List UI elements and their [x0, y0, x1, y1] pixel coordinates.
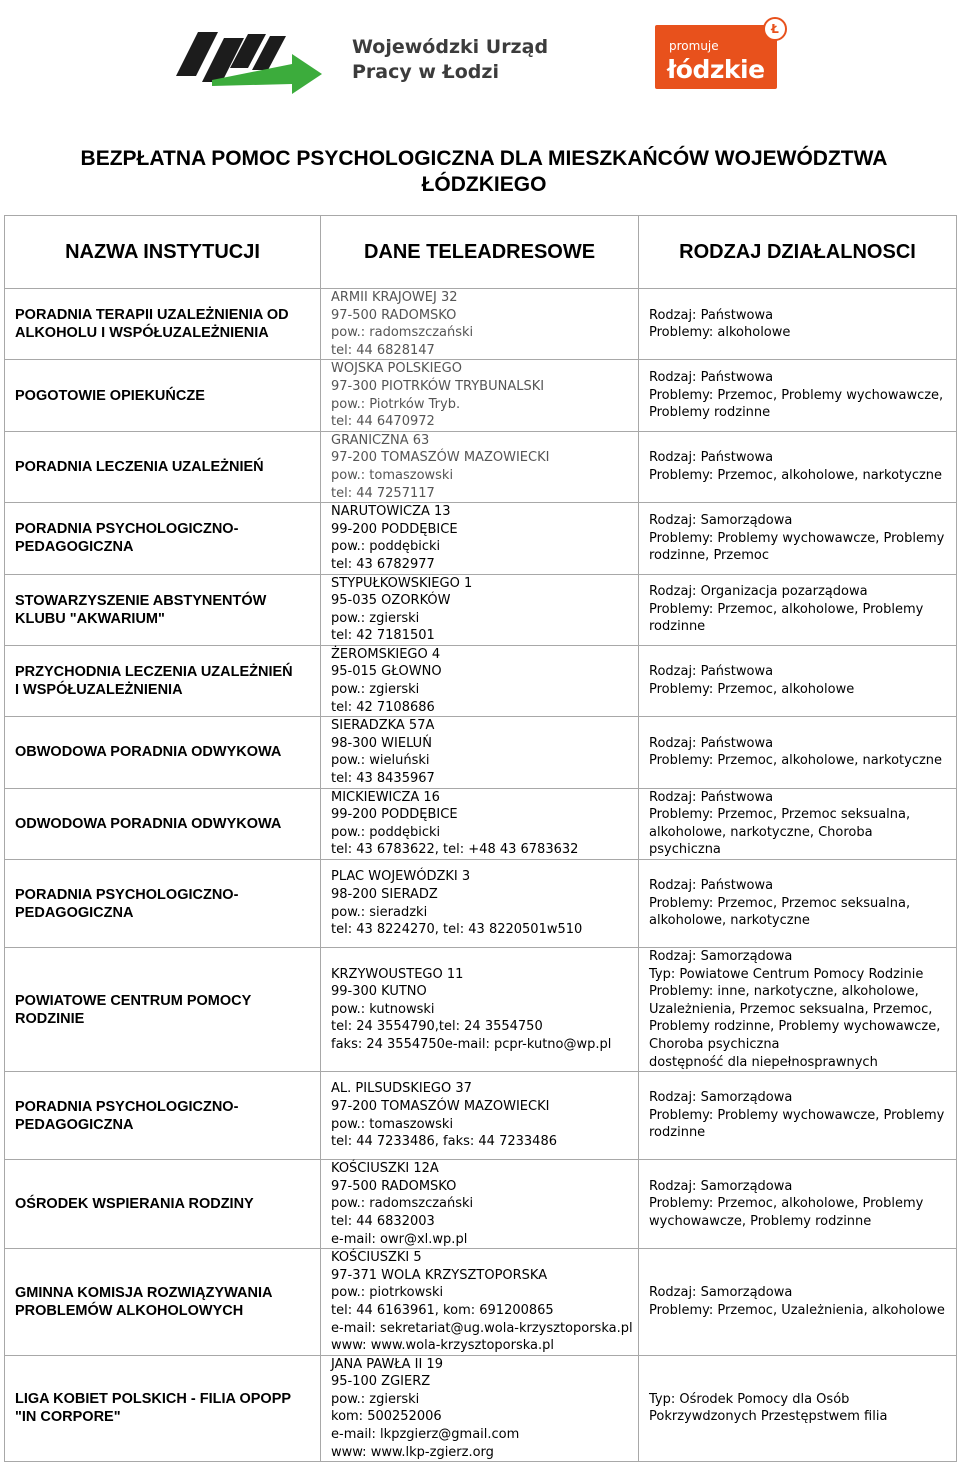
contact-data-cell-line: STYPUŁKOWSKIEGO 1: [331, 575, 473, 591]
activity-type-cell: [639, 1160, 957, 1249]
contact-data-cell-line: tel: 43 8224270, tel: 43 8220501w510: [331, 922, 583, 938]
wup-logo: [172, 24, 552, 96]
contact-data-cell-line: tel: 44 7257117: [331, 485, 435, 501]
contact-data-cell-line: 99-200 PODDĘBICE: [331, 807, 458, 823]
contact-data-cell-line: tel: 42 7108686: [331, 699, 435, 715]
table-row: [5, 717, 957, 788]
promuje-lodzkie-box: [655, 25, 777, 89]
contact-data-cell-line: GRANICZNA 63: [331, 432, 430, 448]
activity-type-cell-line: Rodzaj: Państwowa: [649, 664, 774, 680]
contact-data-cell-line: 97-300 PIOTRKÓW TRYBUNALSKI: [331, 378, 545, 394]
institutions-table: [4, 215, 957, 1462]
institution-name-cell-line: STOWARZYSZENIE ABSTYNENTÓW: [15, 592, 267, 609]
activity-type-cell-line: Rodzaj: Samorządowa: [649, 1178, 793, 1194]
activity-type-cell-line: Rodzaj: Samorządowa: [649, 949, 793, 964]
activity-type-cell-line: Problemy rodzinne, Problemy wychowawcze,: [649, 1019, 941, 1035]
promuje-lodzkie-logo: [655, 17, 785, 89]
activity-type-cell: [639, 1249, 957, 1356]
contact-data-cell-line: 97-200 TOMASZÓW MAZOWIECKI: [331, 1099, 550, 1115]
contact-data-cell: [321, 1355, 639, 1462]
contact-data-cell-line: NARUTOWICZA 13: [331, 504, 451, 520]
contact-data-cell-line: pow.: Piotrków Tryb.: [331, 396, 461, 412]
table-row: [5, 860, 957, 948]
contact-data-cell-line: 98-200 SIERADZ: [331, 886, 438, 902]
institution-name-cell: [5, 1160, 321, 1249]
lodzkie-label: łódzkie: [667, 55, 765, 84]
activity-type-cell-line: rodzinne: [649, 619, 706, 635]
activity-type-cell-line: Typ: Powiatowe Centrum Pomocy Rodzinie: [649, 966, 924, 982]
institution-name-cell-line: OŚRODEK WSPIERANIA RODZINY: [15, 1196, 254, 1213]
institution-name-cell-line: PEDAGOGICZNA: [15, 539, 134, 556]
wup-name-line1: Wojewódzki Urząd: [352, 36, 549, 58]
institution-name-cell-line: PORADNIA TERAPII UZALEŻNIENIA OD: [15, 307, 289, 324]
promuje-label: promuje: [669, 39, 719, 53]
table-row: [5, 1355, 957, 1462]
contact-data-cell: [321, 788, 639, 859]
activity-type-cell: [639, 289, 957, 360]
institution-name-cell: [5, 289, 321, 360]
contact-data-cell-line: tel: 44 6163961, kom: 691200865: [331, 1302, 554, 1318]
contact-data-cell-line: pow.: sieradzki: [331, 904, 428, 920]
contact-data-cell: [321, 860, 639, 948]
activity-type-cell-line: Problemy: Przemoc, alkoholowe, Problemy: [649, 601, 924, 617]
header-institution-name: NAZWA INSTYTUCJI: [5, 216, 321, 289]
activity-type-cell-line: dostępność dla niepełnosprawnych: [649, 1054, 878, 1070]
activity-type-cell: [639, 1072, 957, 1160]
contact-data-cell-line: pow.: poddębicki: [331, 824, 441, 840]
contact-data-cell-line: 99-200 PODDĘBICE: [331, 521, 458, 537]
contact-data-cell-line: 99-300 KUTNO: [331, 984, 427, 1000]
institution-name-cell-line: PROBLEMÓW ALKOHOLOWYCH: [15, 1302, 244, 1319]
contact-data-cell-line: pow.: tomaszowski: [331, 1116, 454, 1132]
contact-data-cell-line: tel: 44 6828147: [331, 342, 435, 358]
activity-type-cell-line: Problemy: Przemoc, alkoholowe, Problemy: [649, 1196, 924, 1212]
activity-type-cell-line: Uzależnienia, Przemoc seksualna, Przemoc,: [649, 1001, 933, 1017]
contact-data-cell-line: pow.: tomaszowski: [331, 467, 454, 483]
contact-data-cell-line: 97-371 WOLA KRZYSZTOPORSKA: [331, 1267, 548, 1283]
contact-data-cell-line: e-mail: owr@xl.wp.pl: [331, 1231, 468, 1247]
activity-type-cell: [639, 645, 957, 716]
contact-data-cell-line: KRZYWOUSTEGO 11: [331, 966, 464, 982]
institution-name-cell: [5, 860, 321, 948]
institution-name-cell-line: PORADNIA LECZENIA UZALEŻNIEŃ: [15, 458, 264, 475]
activity-type-cell-line: Problemy: Problemy wychowawcze, Problemy: [649, 530, 945, 546]
activity-type-cell-line: wychowawcze, Problemy rodzinne: [649, 1213, 872, 1229]
institution-name-cell-line: POWIATOWE CENTRUM POMOCY: [15, 992, 252, 1009]
institution-name-cell: [5, 503, 321, 574]
contact-data-cell-line: www: www.lkp-zgierz.org: [331, 1444, 494, 1460]
contact-data-cell-line: SIERADZKA 57A: [331, 718, 435, 734]
contact-data-cell-line: AL. PILSUDSKIEGO 37: [331, 1081, 472, 1097]
activity-type-cell: [639, 860, 957, 948]
activity-type-cell: [639, 717, 957, 788]
institution-name-cell-line: PEDAGOGICZNA: [15, 1116, 134, 1133]
wup-name-line2: Pracy w Łodzi: [352, 61, 499, 83]
page-title-line1: BEZPŁATNA POMOC PSYCHOLOGICZNA DLA MIESZKAŃCÓW WOJEWÓDZTWA: [80, 147, 888, 170]
contact-data-cell-line: pow.: zgierski: [331, 610, 420, 626]
activity-type-cell-line: Problemy: Przemoc, Uzależnienia, alkoholowe: [649, 1302, 945, 1318]
contact-data-cell-line: ŻEROMSKIEGO 4: [331, 646, 441, 662]
institution-name-cell-line: ALKOHOLU I WSPÓŁUZALEŻNIENIA: [15, 325, 269, 342]
contact-data-cell: [321, 948, 639, 1072]
table-row: [5, 948, 957, 1072]
activity-type-cell-line: Problemy: alkoholowe: [649, 325, 791, 341]
institution-name-cell-line: PORADNIA PSYCHOLOGICZNO-: [15, 1098, 239, 1115]
wup-logo-mark-icon: [172, 24, 347, 96]
contact-data-cell-line: faks: 24 3554750e-mail: pcpr-kutno@wp.pl: [331, 1036, 612, 1052]
contact-data-cell-line: pow.: zgierski: [331, 1391, 420, 1407]
contact-data-cell-line: pow.: kutnowski: [331, 1001, 435, 1017]
activity-type-cell-line: Rodzaj: Państwowa: [649, 735, 774, 751]
institution-name-cell-line: LIGA KOBIET POLSKICH - FILIA OPOPP: [15, 1391, 292, 1408]
table-row: [5, 574, 957, 645]
activity-type-cell: [639, 948, 957, 1072]
page-title-line2: ŁÓDZKIEGO: [421, 173, 547, 196]
contact-data-cell-line: tel: 44 6832003: [331, 1213, 435, 1229]
institution-name-cell: [5, 645, 321, 716]
contact-data-cell-line: pow.: radomszczański: [331, 325, 474, 341]
activity-type-cell-line: Problemy: Przemoc, alkoholowe, narkotyczne: [649, 753, 943, 769]
activity-type-cell-line: Problemy: inne, narkotyczne, alkoholowe,: [649, 984, 919, 1000]
institution-name-cell-line: KLUBU "AKWARIUM": [15, 610, 165, 627]
activity-type-cell-line: Problemy: Przemoc, Problemy wychowawcze,: [649, 387, 944, 403]
table-row: [5, 788, 957, 859]
contact-data-cell: [321, 717, 639, 788]
activity-type-cell-line: Rodzaj: Państwowa: [649, 450, 774, 466]
table-row: [5, 1249, 957, 1356]
activity-type-cell-line: Choroba psychiczna: [649, 1036, 780, 1052]
contact-data-cell: [321, 431, 639, 502]
activity-type-cell-line: Rodzaj: Samorządowa: [649, 1285, 793, 1301]
activity-type-cell-line: Typ: Ośrodek Pomocy dla Osób: [649, 1391, 850, 1407]
contact-data-cell-line: pow.: wieluński: [331, 753, 430, 769]
institution-name-cell: [5, 574, 321, 645]
activity-type-cell-line: Problemy: Przemoc, alkoholowe, narkotyczne: [649, 467, 943, 483]
contact-data-cell-line: 95-035 OZORKÓW: [331, 593, 451, 609]
contact-data-cell-line: tel: 43 8435967: [331, 771, 435, 787]
institution-name-cell: [5, 1355, 321, 1462]
contact-data-cell-line: pow.: radomszczański: [331, 1196, 474, 1212]
activity-type-cell: [639, 1355, 957, 1462]
activity-type-cell: [639, 431, 957, 502]
contact-data-cell-line: tel: 42 7181501: [331, 628, 435, 644]
contact-data-cell-line: JANA PAWŁA II 19: [331, 1356, 443, 1372]
institution-name-cell: [5, 1249, 321, 1356]
contact-data-cell-line: tel: 43 6782977: [331, 556, 435, 572]
coin-icon: Ł: [763, 17, 787, 41]
contact-data-cell-line: tel: 24 3554790,tel: 24 3554750: [331, 1019, 543, 1035]
institution-name-cell-line: PORADNIA PSYCHOLOGICZNO-: [15, 521, 239, 538]
activity-type-cell-line: Problemy rodzinne: [649, 405, 771, 421]
activity-type-cell-line: Rodzaj: Państwowa: [649, 789, 774, 805]
header-contact-data: DANE TELEADRESOWE: [321, 216, 639, 289]
institution-name-cell-line: ODWODOWA PORADNIA ODWYKOWA: [15, 815, 282, 832]
contact-data-cell-line: tel: 44 7233486, faks: 44 7233486: [331, 1134, 557, 1150]
institution-name-cell: [5, 431, 321, 502]
activity-type-cell-line: rodzinne: [649, 1125, 706, 1141]
institution-name-cell-line: OBWODOWA PORADNIA ODWYKOWA: [15, 744, 282, 761]
contact-data-cell-line: 97-500 RADOMSKO: [331, 1178, 457, 1194]
contact-data-cell-line: ARMII KRAJOWEJ 32: [331, 290, 458, 305]
institution-name-cell-line: PEDAGOGICZNA: [15, 904, 134, 921]
contact-data-cell: [321, 1249, 639, 1356]
contact-data-cell-line: www: www.wola-krzysztoporska.pl: [331, 1338, 555, 1354]
activity-type-cell: [639, 503, 957, 574]
contact-data-cell: [321, 503, 639, 574]
institution-name-cell-line: PORADNIA PSYCHOLOGICZNO-: [15, 886, 239, 903]
institution-name-cell-line: PRZYCHODNIA LECZENIA UZALEŻNIEŃ: [15, 664, 293, 681]
contact-data-cell-line: pow.: poddębicki: [331, 539, 441, 555]
contact-data-cell-line: 95-015 GŁOWNO: [331, 664, 442, 680]
activity-type-cell: [639, 360, 957, 431]
activity-type-cell-line: Rodzaj: Państwowa: [649, 370, 774, 386]
table-row: [5, 360, 957, 431]
contact-data-cell-line: e-mail: lkpzgierz@gmail.com: [331, 1427, 520, 1443]
institution-name-cell-line: POGOTOWIE OPIEKUŃCZE: [15, 387, 205, 404]
activity-type-cell-line: Rodzaj: Samorządowa: [649, 512, 793, 528]
institution-name-cell: [5, 360, 321, 431]
contact-data-cell-line: 97-200 TOMASZÓW MAZOWIECKI: [331, 450, 550, 466]
contact-data-cell-line: tel: 44 6470972: [331, 414, 435, 430]
table-row: [5, 645, 957, 716]
activity-type-cell-line: Rodzaj: Samorządowa: [649, 1090, 793, 1106]
activity-type-cell-line: Problemy: Przemoc, Przemoc seksualna,: [649, 807, 911, 823]
activity-type-cell-line: Problemy: Problemy wychowawcze, Problemy: [649, 1107, 945, 1123]
institution-name-cell-line: I WSPÓŁUZALEŻNIENIA: [15, 682, 183, 699]
contact-data-cell-line: 98-300 WIELUŃ: [331, 735, 432, 751]
contact-data-cell-line: KOŚCIUSZKI 12A: [331, 1161, 439, 1177]
contact-data-cell: [321, 645, 639, 716]
contact-data-cell-line: 97-500 RADOMSKO: [331, 307, 457, 323]
institution-name-cell: [5, 788, 321, 859]
contact-data-cell: [321, 1072, 639, 1160]
contact-data-cell-line: pow.: piotrkowski: [331, 1285, 444, 1301]
header-activity-type: RODZAJ DZIAŁALNOSCI: [639, 216, 957, 289]
contact-data-cell: [321, 1160, 639, 1249]
activity-type-cell-line: Rodzaj: Organizacja pozarządowa: [649, 584, 868, 600]
contact-data-cell-line: kom: 500252006: [331, 1409, 442, 1425]
contact-data-cell: [321, 289, 639, 360]
contact-data-cell: [321, 360, 639, 431]
activity-type-cell-line: alkoholowe, narkotyczne, Choroba psychiczna: [649, 824, 873, 858]
activity-type-cell-line: alkoholowe, narkotyczne: [649, 913, 810, 929]
institution-name-cell: [5, 1072, 321, 1160]
page-title: [0, 146, 960, 198]
activity-type-cell: [639, 788, 957, 859]
table-row: [5, 431, 957, 502]
activity-type-cell: [639, 574, 957, 645]
institution-name-cell-line: GMINNA KOMISJA ROZWIĄZYWANIA: [15, 1284, 273, 1301]
contact-data-cell-line: pow.: zgierski: [331, 682, 420, 698]
contact-data-cell: [321, 574, 639, 645]
contact-data-cell-line: tel: 43 6783622, tel: +48 43 6783632: [331, 842, 579, 858]
institution-name-cell-line: RODZINIE: [15, 1010, 85, 1027]
activity-type-cell-line: Pokrzywdzonych Przestępstwem filia: [649, 1409, 888, 1425]
table-row: [5, 1072, 957, 1160]
activity-type-cell-line: Problemy: Przemoc, Przemoc seksualna,: [649, 895, 911, 911]
contact-data-cell-line: MICKIEWICZA 16: [331, 789, 440, 805]
contact-data-cell-line: WOJSKA POLSKIEGO: [331, 361, 462, 377]
activity-type-cell-line: rodzinne, Przemoc: [649, 548, 769, 564]
table-row: [5, 1160, 957, 1249]
table-header-row: [5, 216, 957, 289]
contact-data-cell-line: 95-100 ZGIERZ: [331, 1374, 431, 1390]
activity-type-cell-line: Rodzaj: Państwowa: [649, 307, 774, 323]
contact-data-cell-line: e-mail: sekretariat@ug.wola-krzysztoporska.pl: [331, 1320, 633, 1336]
institution-name-cell: [5, 948, 321, 1072]
table-row: [5, 289, 957, 360]
contact-data-cell-line: KOŚCIUSZKI 5: [331, 1250, 422, 1266]
activity-type-cell-line: Problemy: Przemoc, alkoholowe: [649, 682, 855, 698]
contact-data-cell-line: PLAC WOJEWÓDZKI 3: [331, 869, 471, 885]
table-row: [5, 503, 957, 574]
activity-type-cell-line: Rodzaj: Państwowa: [649, 878, 774, 894]
institution-name-cell-line: "IN CORPORE": [15, 1409, 121, 1426]
institution-name-cell: [5, 717, 321, 788]
